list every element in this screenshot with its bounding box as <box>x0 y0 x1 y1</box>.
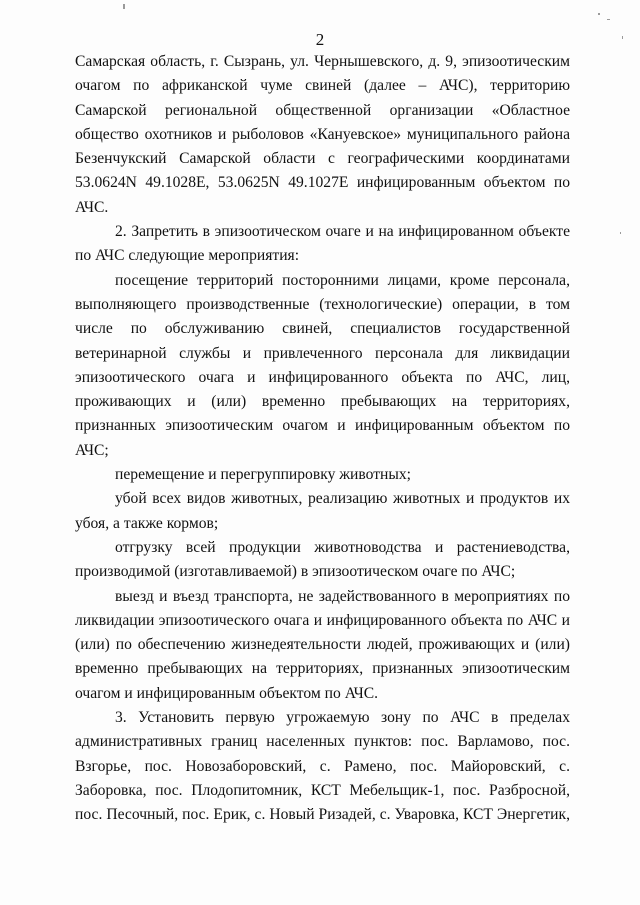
paragraph-location-description: Самарская область, г. Сызрань, ул. Чернышевского, д. 9, эпизоотическим очагом по африканской чуме свиней (далее – АЧС), территорию Самарской региональной общественной организации «Областное общество охотников и рыболовов «Кануевское» муниципального района Безенчукский Самарской области с географическими координатами 53.0624N 49.1028E, 53.0625N 49.1027E инфицированным объектом по АЧС. <box>75 53 570 216</box>
scan-speck <box>598 13 600 15</box>
paragraph-prohibition-movement: перемещение и перегруппировку животных; <box>115 466 411 484</box>
paragraph-prohibition-slaughter: убой всех видов животных, реализацию животных и продуктов их убоя, а также кормов; <box>75 490 570 532</box>
paragraph-prohibitions-heading: 2. Запретить в эпизоотическом очаге и на инфицированном объекте по АЧС следующие мероприятия: <box>75 223 570 265</box>
paragraph-prohibition-visiting: посещение территорий посторонними лицами, кроме персонала, выполняющего производственные (технологические) операции, в том числе по обслуживанию свиней, специалистов государственной ветеринарной службы и привлеченного персонала для ликвидации эпизоотического очага и инфицированного объекта по АЧС, лиц, проживающих и (или) временно пребывающих на территориях, признанных эпизоотическим очагом и инфицированным объектом по АЧС; <box>75 271 570 459</box>
paragraph-prohibition-shipment: отгрузку всей продукции животноводства и растениеводства, производимой (изготавливаемой) в эпизоотическом очаге по АЧС; <box>75 538 570 581</box>
document-body <box>75 50 570 828</box>
paragraph-threatened-zone: 3. Установить первую угрожаемую зону по АЧС в пределах административных границ населенных пунктов: пос. Варламово, пос. Взгорье, пос. Новозаборовский, с. Рамено, пос. Майоровский, с. Заборовка, пос. Плодопитомник, КСТ Мебельщик-1, пос. Разбросной, пос. Песочный, пос. Ерик, с. Новый Ризадей, с. Уваровка, КСТ Энергетик, <box>75 709 570 824</box>
page-number: 2 <box>315 30 325 49</box>
scan-speck <box>123 4 125 9</box>
scan-speck <box>620 232 621 234</box>
paragraph-prohibition-transport: выезд и въезд транспорта, не задействованного в мероприятиях по ликвидации эпизоотического очага и инфицированного объекта по АЧС и (или) по обеспечению жизнедеятельности людей, проживающих и (или) временно пребывающих на территориях, признанных эпизоотическим очагом и инфицированным объектом по АЧС. <box>75 587 570 702</box>
scan-speck <box>607 19 610 20</box>
